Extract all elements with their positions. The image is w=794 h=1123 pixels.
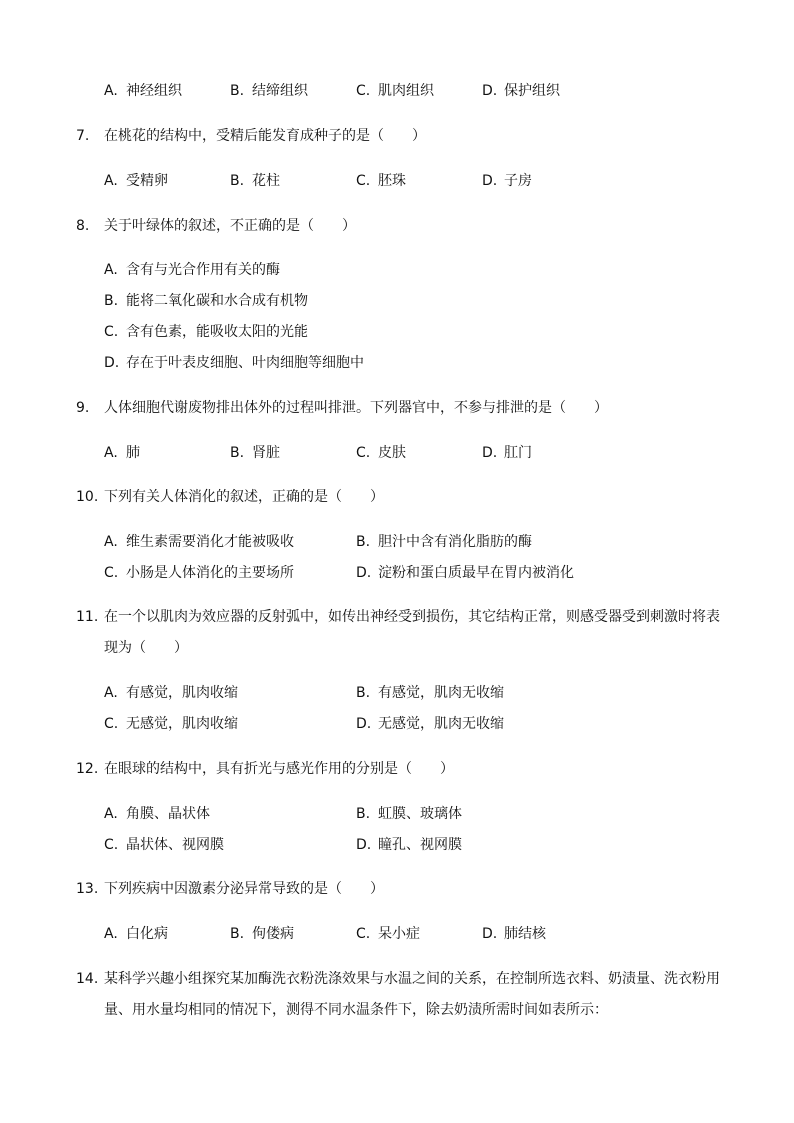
question-number: 11. [76, 609, 99, 625]
question-number: 9. [76, 400, 90, 416]
option-c: C. 小肠是人体消化的主要场所 [104, 565, 294, 581]
option-b: B. 佝偻病 [230, 926, 294, 942]
question-stem: 人体细胞代谢废物排出体外的过程叫排泄。下列器官中，不参与排泄的是（ ） [104, 400, 608, 416]
option-a: A. 受精卵 [104, 173, 168, 189]
option-c: C. 皮肤 [356, 445, 406, 461]
option-d: D. 无感觉，肌肉无收缩 [356, 716, 504, 732]
option-b: B. 胆汁中含有消化脂肪的酶 [356, 534, 532, 550]
question-number: 13. [76, 881, 99, 897]
option-d: D. 淀粉和蛋白质最早在胃内被消化 [356, 565, 574, 581]
option-a: A. 肺 [104, 445, 140, 461]
option-a: A. 神经组织 [104, 83, 182, 99]
option-b: B. 有感觉，肌肉无收缩 [356, 685, 504, 701]
question-stem: 关于叶绿体的叙述，不正确的是（ ） [104, 218, 356, 234]
option-c: C. 含有色素，能吸收太阳的光能 [104, 324, 308, 340]
option-b: B. 花柱 [230, 173, 280, 189]
option-b: B. 肾脏 [230, 445, 280, 461]
option-c: C. 呆小症 [356, 926, 420, 942]
question-stem-line-1: 在一个以肌肉为效应器的反射弧中，如传出神经受到损伤，其它结构正常，则感受器受到刺激时将表 [104, 609, 720, 625]
question-stem: 在眼球的结构中，具有折光与感光作用的分别是（ ） [104, 761, 454, 777]
question-stem-line-2: 量、用水量均相同的情况下，测得不同水温条件下，除去奶渍所需时间如表所示： [104, 1002, 608, 1018]
option-a: A. 白化病 [104, 926, 168, 942]
question-number: 8. [76, 218, 90, 234]
question-number: 12. [76, 761, 99, 777]
option-a: A. 维生素需要消化才能被吸收 [104, 534, 294, 550]
question-stem-line-1: 某科学兴趣小组探究某加酶洗衣粉洗涤效果与水温之间的关系，在控制所选衣料、奶渍量、洗衣粉用 [104, 971, 720, 987]
option-a: A. 含有与光合作用有关的酶 [104, 262, 280, 278]
question-stem-line-2: 现为（ ） [104, 640, 188, 656]
option-b: B. 虹膜、玻璃体 [356, 806, 462, 822]
question-number: 10. [76, 489, 99, 505]
question-stem: 在桃花的结构中，受精后能发育成种子的是（ ） [104, 128, 426, 144]
option-b: B. 结缔组织 [230, 83, 308, 99]
option-d: D. 存在于叶表皮细胞、叶肉细胞等细胞中 [104, 355, 364, 371]
option-c: C. 晶状体、视网膜 [104, 837, 224, 853]
option-c: C. 肌肉组织 [356, 83, 434, 99]
question-number: 7. [76, 128, 90, 144]
option-d: D. 瞳孔、视网膜 [356, 837, 462, 853]
question-stem: 下列疾病中因激素分泌异常导致的是（ ） [104, 881, 384, 897]
option-a: A. 角膜、晶状体 [104, 806, 210, 822]
option-d: D. 肺结核 [482, 926, 546, 942]
option-d: D. 子房 [482, 173, 532, 189]
question-number: 14. [76, 971, 99, 987]
question-stem: 下列有关人体消化的叙述，正确的是（ ） [104, 489, 384, 505]
option-d: D. 肛门 [482, 445, 532, 461]
option-b: B. 能将二氧化碳和水合成有机物 [104, 293, 308, 309]
option-c: C. 胚珠 [356, 173, 406, 189]
option-d: D. 保护组织 [482, 83, 560, 99]
option-a: A. 有感觉，肌肉收缩 [104, 685, 238, 701]
option-c: C. 无感觉，肌肉收缩 [104, 716, 238, 732]
